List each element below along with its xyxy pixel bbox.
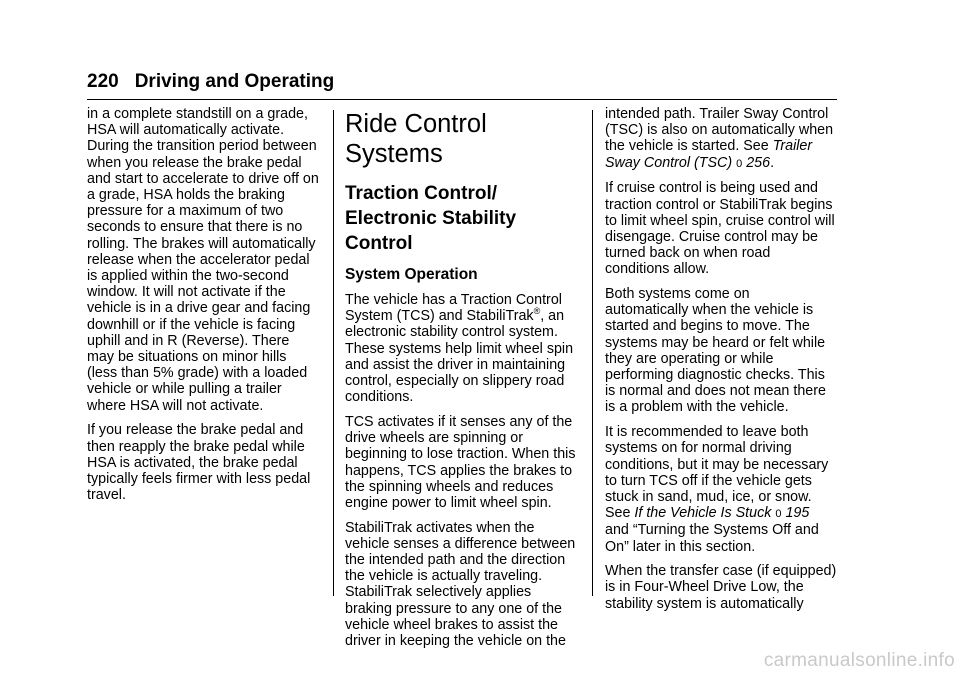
page-header — [87, 70, 837, 100]
paragraph — [605, 424, 837, 555]
text-run: It is recommended to leave both systems on for normal driving conditions, but it may be necessary to turn TCS off if the vehicle gets stuck in sand, mud, ice, or snow. See — [605, 424, 829, 522]
text-run: . — [770, 154, 775, 171]
paragraph: TCS activates if it senses any of the drive wheels are spinning or beginning to lose traction. When this happens, TCS applies the brakes to the spinning wheels and reduces engine power to limit wheel spin. — [345, 413, 576, 511]
paragraph: Both systems come on automatically when the vehicle is started and begins to move. The systems may be heard or felt while they are operating or while performing diagnostic checks. This is normal and does not mean there is a problem with the vehicle. — [605, 286, 826, 416]
paragraph — [605, 106, 837, 172]
text-run: The vehicle has a Traction Control System (TCS) and StabiliTrak — [345, 292, 562, 325]
watermark: carmanualsonline.info — [763, 650, 955, 671]
section-title: Driving and Operating — [134, 71, 335, 92]
page-ref-arrow-icon: 0 — [736, 157, 743, 170]
reference-title: If the Vehicle Is Stuck — [634, 505, 772, 522]
section-heading: Ride Control Systems — [345, 110, 487, 168]
paragraph: When the transfer case (if equipped) is in Four-Wheel Drive Low, the stability system is automatically — [605, 563, 837, 612]
paragraph: If cruise control is being used and traction control or StabiliTrak begins to limit wheel spin, cruise control will disengage. Cruise control may be turned back on when road conditions allow. — [605, 180, 835, 278]
registered-mark: ® — [533, 306, 541, 317]
text-run: , an electronic stability control system. These systems help limit wheel spin and assist the driver in maintaining control, especially on slippery road conditions. — [345, 308, 574, 406]
paragraph: If you release the brake pedal and then reapply the brake pedal while HSA is activated, the brake pedal typically feels firmer with less pedal travel. — [87, 422, 311, 504]
header-rule — [87, 99, 837, 100]
column-divider-1 — [333, 110, 334, 596]
column-3 — [605, 106, 837, 620]
text-run: and “Turning the Systems Off and On” later in this section. — [605, 522, 819, 555]
paragraph: StabiliTrak activates when the vehicle senses a difference between the intended path and the direction the vehicle is actually traveling. StabiliTrak selectively applies braking pressure to any one of the vehicle wheel brakes to assist the driver in keeping the vehicle on the — [345, 519, 576, 650]
text-run: intended path. Trailer Sway Control (TSC) is also on automatically when the vehicle is started. See — [605, 106, 834, 155]
subsection-heading: Traction Control/ Electronic Stability Control — [345, 183, 517, 254]
paragraph: in a complete standstill on a grade, HSA will automatically activate. During the transition period between when you release the brake pedal and start to accelerate to drive off on a grade, HSA holds the braking pressure for a maximum of two seconds to ensure that there is no rolling. The brakes will automatically release when the accelerator pedal is applied within the two-second window. It will not activate if the vehicle is in a drive gear and facing downhill or if the vehicle is facing uphill and in R (Reverse). There may be situations on minor hills (less than 5% grade) with a loaded vehicle or while pulling a trailer where HSA will not activate. — [87, 106, 319, 414]
reference-title: Trailer Sway Control (TSC) — [605, 138, 813, 171]
column-1 — [87, 106, 319, 512]
column-divider-2 — [592, 110, 593, 596]
reference-page: 256 — [746, 154, 771, 171]
reference-page: 195 — [785, 505, 810, 522]
topic-heading: System Operation — [345, 266, 478, 283]
page-number: 220 — [87, 71, 119, 92]
cross-reference-link[interactable] — [634, 505, 809, 521]
page-ref-arrow-icon: 0 — [775, 508, 782, 521]
column-2 — [345, 106, 577, 658]
paragraph — [345, 292, 577, 405]
